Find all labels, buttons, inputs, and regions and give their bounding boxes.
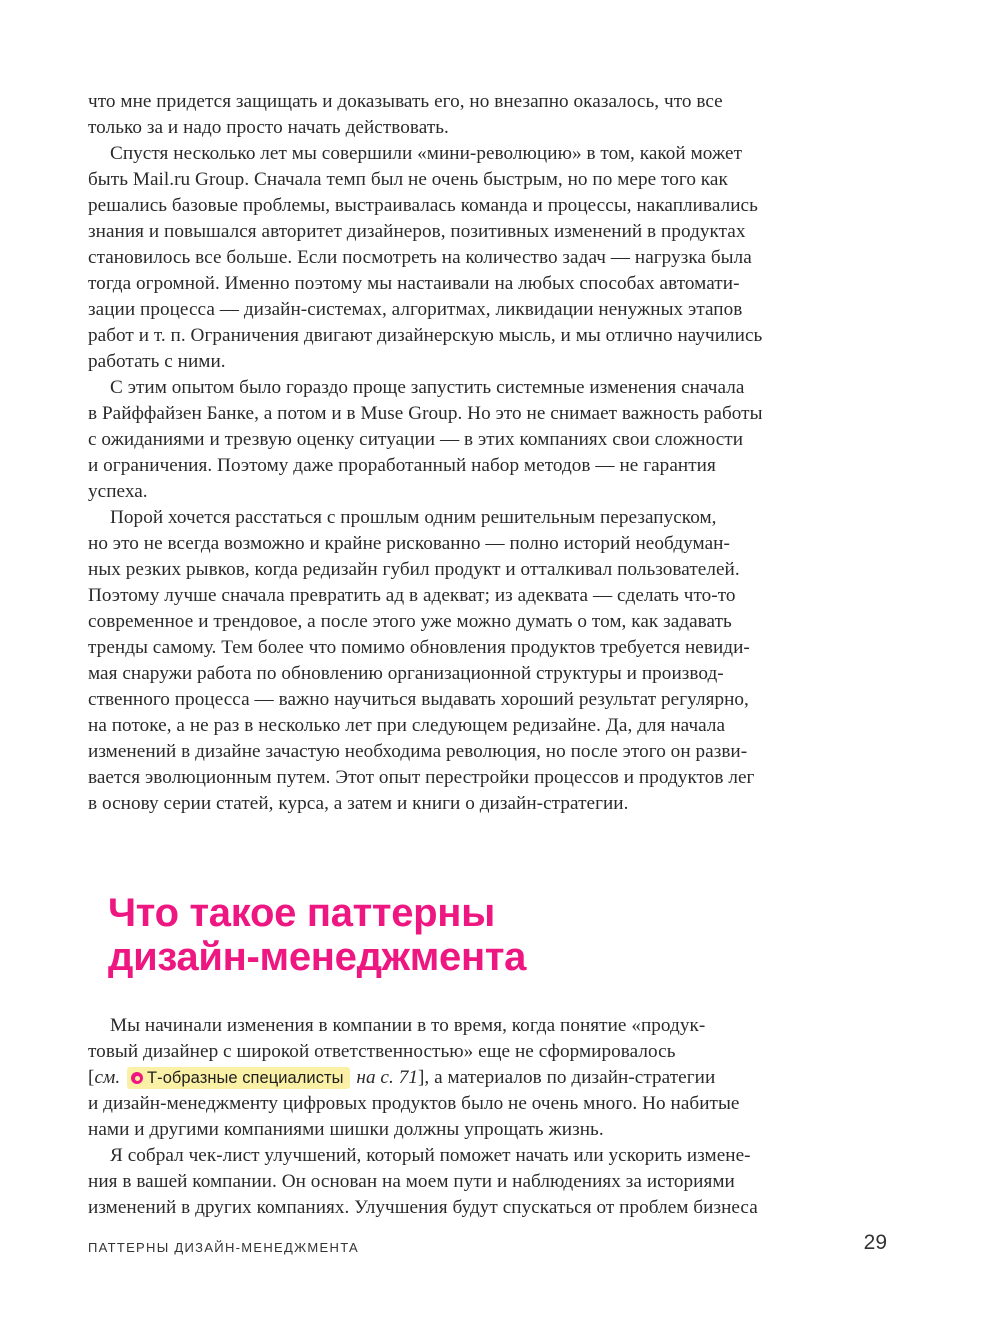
crossref-circle-icon	[131, 1072, 143, 1084]
text-line: С этим опытом было гораздо проще запустить системные изменения сначала	[110, 377, 745, 398]
text-line: ния в вашей компании. Он основан на моем пути и наблюдениях за историями	[88, 1171, 735, 1192]
text-line: ственного процесса — важно научиться выдавать хороший результат регулярно,	[88, 689, 749, 710]
crossref-link[interactable]	[127, 1067, 349, 1089]
text-line: решались базовые проблемы, выстраивалась команда и процессы, накапливались	[88, 195, 758, 216]
text-line: знания и повышался авторитет дизайнеров, позитивных изменений в продуктах	[88, 221, 746, 242]
text-line: современное и трендовое, а после этого уже можно думать о том, как задавать	[88, 611, 732, 632]
text-line: тренды самому. Тем более что помимо обновления продуктов требуется невиди-	[88, 637, 750, 658]
text-line: Порой хочется расстаться с прошлым одним решительным перезапуском,	[110, 507, 717, 528]
section-heading-line: дизайн-менеджмента	[108, 935, 527, 979]
text-line: в Райффайзен Банке, а потом и в Muse Group. Но это не снимает важность работы	[88, 403, 763, 424]
text-line: Спустя несколько лет мы совершили «мини-революцию» в том, какой может	[110, 143, 743, 164]
text-line: Я собрал чек-лист улучшений, который поможет начать или ускорить измене-	[110, 1145, 751, 1166]
text-line: успеха.	[88, 481, 148, 502]
text-line: мая снаружи работа по обновлению организационной структуры и производ-	[88, 663, 724, 684]
text-line: работ и т. п. Ограничения двигают дизайнерскую мысль, и мы отлично научились	[88, 325, 763, 346]
text-line: и ограничения. Поэтому даже проработанный набор методов — не гарантия	[88, 455, 716, 476]
text-line: тогда огромной. Именно поэтому мы настаивали на любых способах автомати-	[88, 273, 740, 294]
bracket-open: [	[88, 1067, 95, 1088]
text-line: Мы начинали изменения в компании в то время, когда понятие «продук-	[110, 1015, 706, 1036]
text-line: но это не всегда возможно и крайне рискованно — полно историй необдуман-	[88, 533, 730, 554]
text-line: становилось все больше. Если посмотреть на количество задач — нагрузка была	[88, 247, 752, 268]
text-line: ных резких рывков, когда редизайн губил продукт и отталкивал пользователей.	[88, 559, 740, 580]
text-line: вается эволюционным путем. Этот опыт перестройки процессов и продуктов лег	[88, 767, 755, 788]
text-line: работать с ними.	[88, 351, 226, 372]
page-number: 29	[863, 1231, 887, 1254]
text-line: изменений в дизайне зачастую необходима революция, но после этого он разви-	[88, 741, 748, 762]
section-heading-line: Что такое паттерны	[108, 891, 496, 935]
text-line: изменений в других компаниях. Улучшения будут спускаться от проблем бизнеса	[88, 1197, 758, 1218]
text-line-rest: ], а материалов по дизайн-стратегии	[417, 1067, 716, 1088]
body-text-bottom	[88, 1013, 788, 1221]
crossref-page: на с. 71	[356, 1067, 418, 1088]
text-line-with-crossref	[88, 1065, 788, 1091]
text-line: быть Mail.ru Group. Сначала темп был не очень быстрым, но по мере того как	[88, 169, 728, 190]
running-title: ПАТТЕРНЫ ДИЗАЙН-МЕНЕДЖМЕНТА	[88, 1240, 359, 1255]
text-line: с ожиданиями и трезвую оценку ситуации — в этих компаниях свои сложности	[88, 429, 744, 450]
body-text-top	[88, 89, 788, 817]
text-line: и дизайн-менеджменту цифровых продуктов было не очень много. Но набитые	[88, 1093, 740, 1114]
section-heading	[108, 891, 526, 979]
text-line: что мне придется защищать и доказывать его, но внезапно оказалось, что все	[88, 91, 723, 112]
text-line: Поэтому лучше сначала превратить ад в адекват; из адеквата — сделать что-то	[88, 585, 736, 606]
text-line: нами и другими компаниями шишки должны упрощать жизнь.	[88, 1119, 604, 1140]
text-line: в основу серии статей, курса, а затем и книги о дизайн-стратегии.	[88, 793, 629, 814]
text-line: товый дизайнер с широкой ответственностью» еще не сформировалось	[88, 1041, 676, 1062]
text-line: зации процесса — дизайн-системах, алгоритмах, ликвидации ненужных этапов	[88, 299, 743, 320]
crossref-label: Т-образные специалисты	[147, 1069, 344, 1087]
see-label: см.	[94, 1067, 121, 1088]
text-line: только за и надо просто начать действовать.	[88, 117, 449, 138]
text-line: на потоке, а не раз в несколько лет при следующем редизайне. Да, для начала	[88, 715, 726, 736]
